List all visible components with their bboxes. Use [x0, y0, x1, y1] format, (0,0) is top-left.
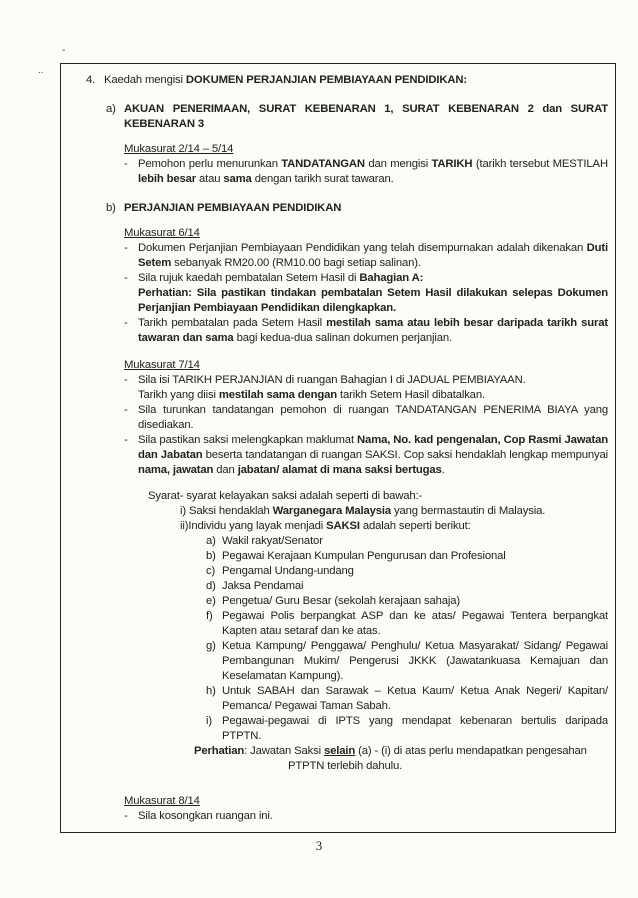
- scan-mark: ..: [38, 65, 44, 76]
- witness-item: a) Wakil rakyat/Senator: [206, 535, 323, 547]
- witness-list: [148, 534, 608, 744]
- witness-note: Perhatian: Jawatan Saksi selain (a) - (i) di atas perlu mendapatkan pengesahan PTPTN terlebih dahulu.: [194, 745, 587, 772]
- bullet-item: - Sila turunkan tandatangan pemohon di ruangan TANDATANGAN PENERIMA BIAYA yang disediakan.: [124, 403, 608, 433]
- bullet-item: - Dokumen Perjanjian Pembiayaan Pendidikan yang telah disempurnakan adalah dikenakan Duti Setem sebanyak RM20.00 (RM10.00 bagi setiap salinan).: [124, 241, 608, 271]
- bullet-item: - Tarikh pembatalan pada Setem Hasil mestilah sama atau lebih besar daripada tarikh surat tawaran dan sama bagi kedua-dua salinan dokumen perjanjian.: [124, 316, 608, 346]
- page-block-8: [124, 794, 608, 824]
- witness-item: h) Untuk SABAH dan Sarawak – Ketua Kaum/ Ketua Anak Negeri/ Kapitan/ Pemanca/ Pegawai Taman Sabah.: [206, 685, 608, 712]
- witness-item: g) Ketua Kampung/ Penggawa/ Penghulu/ Ketua Masyarakat/ Sidang/ Pegawai Pembangunan Mukim/ Pengerusi JKKK (Jawatankuasa Kemajuan dan Keselamatan Kampung).: [206, 640, 608, 682]
- document-body: [86, 73, 608, 824]
- witness-item: f) Pegawai Polis berpangkat ASP dan ke atas/ Pegawai Tentera berpangkat Kapten atau setaraf dan ke atas.: [206, 610, 608, 637]
- witness-item: c) Pengamal Undang-undang: [206, 565, 354, 577]
- requirement-i: i) Saksi hendaklah Warganegara Malaysia yang bermastautin di Malaysia.: [180, 505, 546, 517]
- page-block-7: [124, 358, 608, 774]
- page-number: 3: [315, 838, 323, 853]
- section-b-title: PERJANJIAN PEMBIAYAAN PENDIDIKAN: [124, 202, 342, 214]
- page-label: Mukasurat 7/14: [124, 359, 200, 371]
- section-a-title: AKUAN PENERIMAAN, SURAT KEBENARAN 1, SURAT KEBENARAN 2 dan SURAT KEBENARAN 3: [124, 103, 608, 130]
- witness-item: d) Jaksa Pendamai: [206, 580, 304, 592]
- page-label: Mukasurat 2/14 – 5/14: [124, 143, 234, 155]
- requirements-intro: Syarat- syarat kelayakan saksi adalah seperti di bawah:-: [148, 490, 423, 502]
- item-4-heading: 4. Kaedah mengisi DOKUMEN PERJANJIAN PEMBIAYAAN PENDIDIKAN:: [86, 74, 468, 86]
- witness-item: i) Pegawai-pegawai di IPTS yang mendapat kebenaran bertulis daripada PTPTN.: [206, 715, 608, 742]
- section-a: a) AKUAN PENERIMAAN, SURAT KEBENARAN 1, SURAT KEBENARAN 2 dan SURAT KEBENARAN 3 Mukasurat 2/14 – 5/14 - Pemohon perlu menurunkan TANDATANGAN dan mengisi TARIKH (tarikh tersebut MESTILAH lebih besar atau sama dengan tarikh surat tawaran.: [86, 102, 608, 187]
- section-b: b) PERJANJIAN PEMBIAYAAN PENDIDIKAN Mukasurat 6/14 - Dokumen Perjanjian Pembiayaan Pendidikan yang telah disempurnakan adalah dikenakan Duti Setem sebanyak RM20.00 (RM10.00 bagi setiap salinan). - Sila rujuk kaedah pembatalan Setem Hasil di Bahagian A: Perhatian: Sila pastikan tindakan pembatalan Setem Hasil dilakukan selepas Dokumen Perjanjian Pembiayaan Pendidikan dilengkapkan. - Tarikh pembatalan pada Setem Hasil mestilah sama atau lebih besar daripada tarikh surat tawaran dan sama bagi kedua-dua salinan dokumen perjanjian. Mukasurat 7/14 - Sila isi TARIKH PERJANJIAN di ruangan Bahagian I di JADUAL PEMBIAYAAN. Tarikh yang diisi mestilah sama dengan tarikh Setem Hasil dibatalkan. - Sila turunkan tandatangan pemohon di ruangan TANDATANGAN PENERIMA BIAYA yang disediakan. - Sila pastikan saksi melengkapkan maklumat Nama, No. kad pengenalan, Cop Rasmi Jawatan dan Jabatan beserta tandatangan di ruangan SAKSI. Cop saksi hendaklah lengkap mempunyai nama, jawatan dan jabatan/ alamat di mana saksi bertugas. Syarat- syarat kelayakan saksi adalah seperti di bawah:- i) Saksi hendaklah Warganegara Malaysia yang bermastautin di Malaysia. ii)Individu yang layak menjadi SAKSI adalah seperti berikut: a) Wakil rakyat/Senator b) Pegawai Kerajaan Kumpulan Pengurusan dan Profesional c) Pengamal Undang-undang d) Jaksa Pendamai e) Pengetua/ Guru Besar (sekolah kerajaan sahaja) f) Pegawai Polis berpangkat ASP dan ke atas/ Pegawai Tentera berpangkat Kapten atau setaraf dan ke atas. g) Ketua Kampung/ Penggawa/ Penghulu/ Ketua Masyarakat/ Sidang/ Pegawai Pembangunan Mukim/ Pengerusi JKKK (Jawatankuasa Kemajuan dan Keselamatan Kampung). h) Untuk SABAH dan Sarawak – Ketua Kaum/ Ketua Anak Negeri/ Kapitan/ Pemanca/ Pegawai Taman Sabah. i) Pegawai-pegawai di IPTS yang mendapat kebenaran bertulis daripada PTPTN. Perhatian: Jawatan Saksi selain (a) - (i) di atas perlu mendapatkan pengesahan PTPTN terlebih dahulu. Mukasurat 8/14 - Sila kosongkan ruangan ini.: [86, 201, 608, 824]
- witness-item: b) Pegawai Kerajaan Kumpulan Pengurusan dan Profesional: [206, 550, 506, 562]
- note-text: Perhatian: Sila pastikan tindakan pembatalan Setem Hasil dilakukan selepas Dokumen Perjanjian Pembiayaan Pendidikan dilengkapkan.: [138, 287, 608, 314]
- witness-requirements: [124, 489, 608, 774]
- bullet-item: - Sila kosongkan ruangan ini.: [124, 809, 608, 824]
- witness-item: e) Pengetua/ Guru Besar (sekolah kerajaan sahaja): [206, 595, 461, 607]
- page-label: Mukasurat 8/14: [124, 795, 200, 807]
- scan-mark: -: [62, 45, 66, 56]
- page-label: Mukasurat 6/14: [124, 227, 200, 239]
- page-block-2-5: [124, 142, 608, 187]
- page-block-6: [124, 226, 608, 346]
- requirement-ii: ii)Individu yang layak menjadi SAKSI adalah seperti berikut:: [180, 520, 471, 532]
- bullet-item: - Sila rujuk kaedah pembatalan Setem Hasil di Bahagian A: Perhatian: Sila pastikan tindakan pembatalan Setem Hasil dilakukan selepas Dokumen Perjanjian Pembiayaan Pendidikan dilengkapkan.: [124, 271, 608, 316]
- bullet-item: - Pemohon perlu menurunkan TANDATANGAN dan mengisi TARIKH (tarikh tersebut MESTILAH lebih besar atau sama dengan tarikh surat tawaran.: [124, 157, 608, 187]
- bullet-item: - Sila pastikan saksi melengkapkan maklumat Nama, No. kad pengenalan, Cop Rasmi Jawatan dan Jabatan beserta tandatangan di ruangan SAKSI. Cop saksi hendaklah lengkap mempunyai nama, jawatan dan jabatan/ alamat di mana saksi bertugas.: [124, 433, 608, 478]
- bullet-item: - Sila isi TARIKH PERJANJIAN di ruangan Bahagian I di JADUAL PEMBIAYAAN. Tarikh yang diisi mestilah sama dengan tarikh Setem Hasil dibatalkan.: [124, 373, 608, 403]
